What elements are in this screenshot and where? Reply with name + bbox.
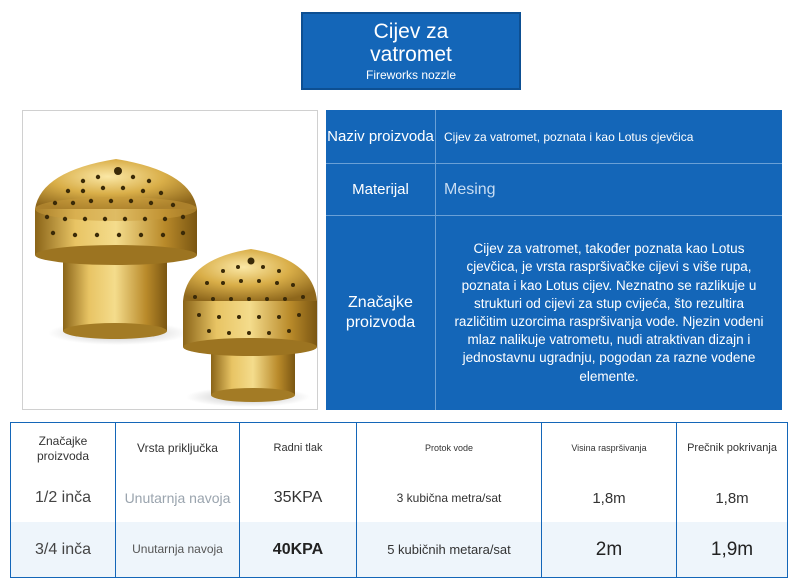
column-header: Prečnik pokrivanja xyxy=(687,442,777,454)
spec-value: Cijev za vatromet, također poznata kao Lotus cjevčica, je vrsta raspršivačke cijevi s više rupa, poznata i kao Lotus cijev. Neznatno se razlikuje u strukturi od cijevi za stup cvijeća, što rezultira različitim uzorcima raspršivanja vode. Njezin vodeni mlaz nalikuje vatrometu, nudi atraktivan dizajn i jednostavnu ugradnju, pogodan za razne vodene elemente. xyxy=(454,241,764,384)
page-title-banner xyxy=(301,12,521,90)
page-title-line1: Cijev za xyxy=(373,20,449,43)
spec-label: Značajke proizvoda xyxy=(326,216,436,410)
table-cell: 1,9m xyxy=(710,538,754,560)
table-row xyxy=(11,522,787,577)
spec-value: Mesing xyxy=(444,180,496,198)
table-cell: 1,8m xyxy=(542,474,677,522)
column-header: Vrsta priključka xyxy=(116,423,240,474)
spec-row-material xyxy=(326,164,782,216)
table-cell: 1/2 inča xyxy=(11,474,116,522)
spec-label: Materijal xyxy=(326,164,436,215)
column-header: Protok vode xyxy=(357,423,542,474)
column-header: Značajke proizvoda xyxy=(11,423,116,474)
product-spec-table xyxy=(326,110,782,410)
table-cell: 5 kubičnih metara/sat xyxy=(357,522,542,577)
table-cell: Unutarnja navoja xyxy=(116,474,240,522)
table-cell: Unutarnja navoja xyxy=(116,522,240,577)
page-subtitle: Fireworks nozzle xyxy=(365,68,457,82)
parameter-table xyxy=(10,422,788,578)
page-title-line2: vatromet xyxy=(370,43,452,66)
table-cell: 1,8m xyxy=(715,489,749,507)
spec-value: Cijev za vatromet, poznata i kao Lotus cjevčica xyxy=(444,129,694,144)
column-header: Visina raspršivanja xyxy=(542,423,677,474)
spec-row-features xyxy=(326,216,782,410)
table-cell: 2m xyxy=(542,522,677,577)
table-cell: 40KPA xyxy=(240,522,357,577)
table-header-row xyxy=(11,423,787,475)
product-photo xyxy=(22,110,318,410)
spec-label: Naziv proizvoda xyxy=(326,110,436,163)
brass-nozzle-image xyxy=(23,111,319,411)
table-cell: 35KPA xyxy=(240,474,357,522)
table-row xyxy=(11,474,787,523)
table-cell: 3 kubična metra/sat xyxy=(357,474,542,522)
spec-row-name xyxy=(326,110,782,164)
table-cell: 3/4 inča xyxy=(11,522,116,577)
column-header: Radni tlak xyxy=(240,423,357,474)
